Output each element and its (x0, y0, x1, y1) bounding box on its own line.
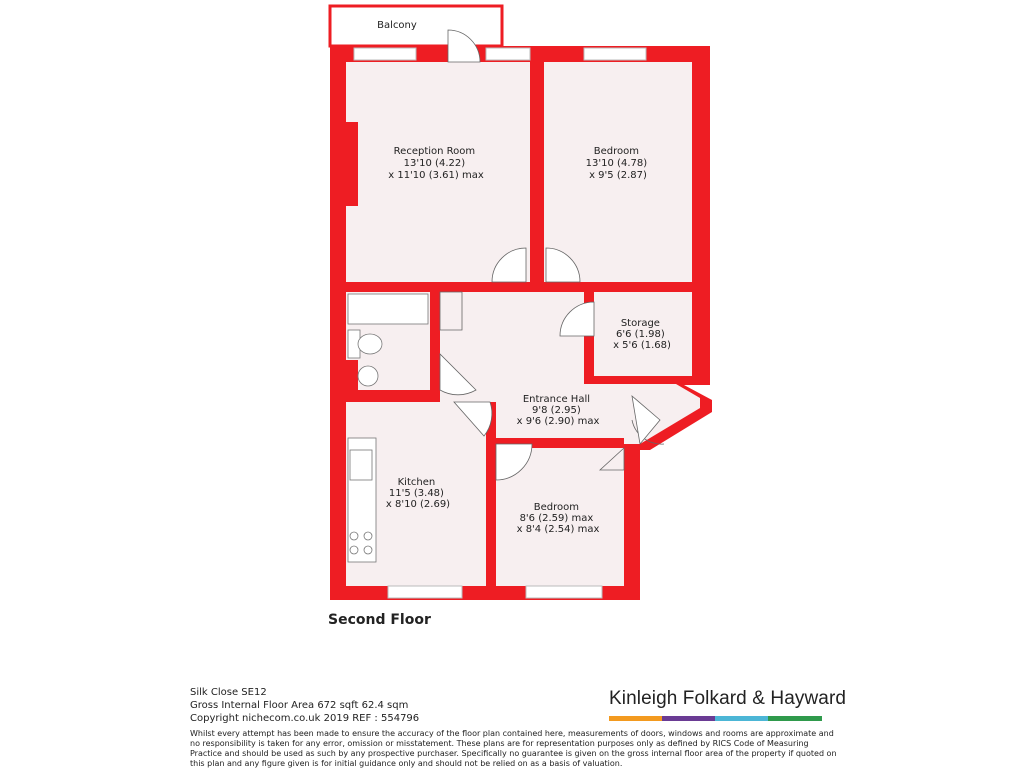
brand-bar-green (768, 716, 822, 721)
hob-ring-icon (350, 532, 358, 540)
brand-bar-blue (715, 716, 768, 721)
hob-ring-icon (350, 546, 358, 554)
floor-title: Second Floor (328, 612, 431, 628)
bedroom1-label: Bedroom 13'10 (4.78) x 9'5 (2.87) (585, 146, 648, 181)
hob-ring-icon (364, 532, 372, 540)
toilet-icon (358, 334, 382, 354)
disclaimer-text: Whilst every attempt has been made to ensure the accuracy of the floor plan contained here, measurements of doors, windows and rooms are approximate and no responsibility is taken for any error, omission or misstatement. These plans are for representation purposes only as defined by RICS Code of Measuring Practice and should be used as such by any prospective purchaser. Specifically no guarantee is given on the gross internal floor area of the property if quoted on this plan and any figure given is for initial guidance only and should not be relied on as a basis of valuation. (190, 729, 837, 768)
brand-bar-purple (662, 716, 715, 721)
bedroom2-label: Bedroom 8'6 (2.59) max x 8'4 (2.54) max (516, 502, 600, 535)
kitchen-label: Kitchen 11'5 (3.48) x 8'10 (2.69) (385, 477, 451, 510)
storage-label: Storage 6'6 (1.98) x 5'6 (1.68) (613, 318, 671, 351)
brand-logo-text: Kinleigh Folkard & Hayward (609, 688, 847, 709)
basin-icon (358, 366, 378, 386)
sink-icon (350, 450, 372, 480)
hob-ring-icon (364, 546, 372, 554)
hall-label: Entrance Hall 9'8 (2.95) x 9'6 (2.90) max (516, 394, 600, 427)
floor-area-text: Gross Internal Floor Area 672 sqft 62.4 sqm (190, 700, 409, 711)
property-info (190, 686, 419, 725)
address-text: Silk Close SE12 (190, 687, 267, 698)
reception-label: Reception Room 13'10 (4.22) x 11'10 (3.61) max (388, 146, 484, 181)
copyright-text: Copyright nichecom.co.uk 2019 REF : 554796 (190, 713, 420, 724)
bath-icon (348, 294, 428, 324)
brand-bar-orange (609, 716, 662, 721)
balcony-label: Balcony (377, 20, 417, 31)
